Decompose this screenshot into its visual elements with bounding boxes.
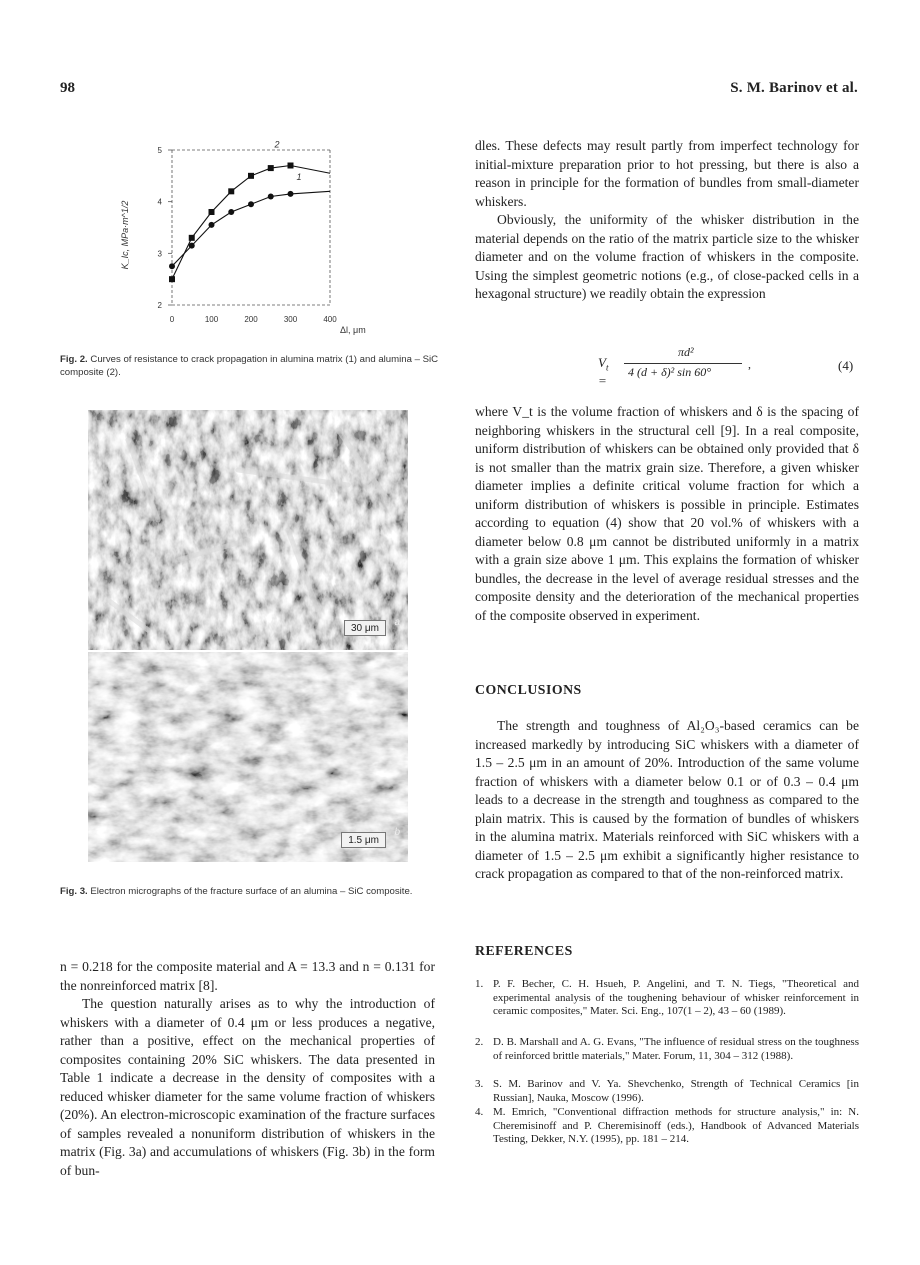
series-2-point [189,235,195,241]
right-paragraph-3: where V_t is the volume fraction of whiskers and δ is the spacing of neighboring whiskers in the structural cell [9]. In a real composite, uniform distribution of whiskers can be obtained only provided that δ is not smaller than the matrix grain size. Therefore, a given whisker diameter implies a definite critical volume fraction for which a uniform distribution of whiskers is possible in principle. Estimates according to equation (4) show that 20 vol.% of whiskers with a diameter below 0.8 μm cannot be distributed uniformly in a matrix with a grain size above 1 μm. This explains the formation of whisker bundles, the decrease in the level of average residual stresses and the composite density and the deterioration of the mechanical properties of the composite observed in experiment. [475,404,859,623]
y-tick-label: 3 [157,249,162,259]
reference-item [475,1078,859,1105]
series-2-point [268,165,274,171]
series-1-point [209,222,215,228]
reference-number: 4. [475,1106,484,1118]
conclusions-body [475,717,859,884]
x-axis-label: Δl, μm [340,325,366,335]
right-column [475,137,859,304]
series-2-point [288,163,294,169]
x-tick-label: 100 [204,315,219,324]
page-number: 98 [60,80,75,96]
eq-lhs: $V_t$ = [598,355,609,388]
curve-label-1: 1 [296,171,302,182]
x-tick-label: 400 [323,315,337,324]
x-tick-label: 200 [244,315,258,324]
eq-denominator: 4 (d + δ)² sin 60° [628,365,712,379]
eq-comma: , [748,357,751,371]
left-paragraph-1: n = 0.218 for the composite material and A = 13.3 and n = 0.131 for the nonreinforced matrix [8]. [60,959,435,993]
reference-item [475,1036,859,1063]
series-2-point [209,209,215,215]
series-1-point [288,191,294,197]
curve-label-2: 2 [274,140,280,150]
micrograph-a [88,410,408,650]
y-tick-label: 5 [157,146,162,155]
reference-number: 1. [475,978,484,990]
y-tick-label: 2 [157,301,162,310]
micrograph-b [88,652,408,862]
eq-lhs-symbol: V [598,355,606,370]
fig2-caption [60,353,440,379]
micrograph-b-image [88,652,408,862]
panel-label-a: a [394,617,400,628]
series-1-point [169,263,175,269]
reference-text: M. Emrich, "Conventional diffraction methods for structure analysis," in: N. Cheremisinoff and P. Cheremisinoff (eds.), Handbook of Advanced Materials Testing, Dekker, N.Y. (1995), pp. 181 – 214. [493,1106,859,1146]
left-column [60,958,435,1180]
series-2-point [169,276,175,282]
scale-bar-a: 30 μm [344,620,386,636]
x-tick-label: 0 [169,315,175,324]
series-2-point [248,173,254,179]
y-axis-label: K_Ic, MPa·m^1/2 [120,200,130,270]
right-paragraph-2: Obviously, the uniformity of the whisker distribution in the material depends on the ratio of the matrix particle size to the whisker diameter and on the volume fraction of whiskers in the composite. Using the simplest geometric notions (e.g., of close-packed cells in a hexagonal structure) we readily obtain the expression [475,212,859,301]
right-paragraph-1: dles. These defects may result partly from imperfect technology for initial-mixture preparation prior to hot pressing, but there is also a reason in principle for the formation of bundles from small-diameter whiskers. [475,138,859,209]
series-2-point [228,188,234,194]
conclusions-heading: CONCLUSIONS [475,682,582,697]
fig2-caption-label: Fig. 2. [60,354,88,365]
eq-fraction-line [624,363,742,364]
fig3-caption-label: Fig. 3. [60,886,88,897]
fig3-caption-text: Electron micrographs of the fracture surface of an alumina – SiC composite. [90,886,413,897]
reference-number: 3. [475,1078,484,1090]
eq-lhs-sub: t [605,362,609,373]
reference-text: P. F. Becher, C. H. Hsueh, P. Angelini, and T. N. Tiegs, "Theoretical and experimental analysis of the toughening behaviour of whisker reinforcement in ceramic composites," Mater. Sci. Eng., 107(1 – 2), 43 – 60 (1989). [493,978,859,1018]
reference-item [475,1106,859,1147]
series-1-point [248,201,254,207]
references-heading: REFERENCES [475,943,573,958]
reference-item [475,978,859,1019]
conclusions-paragraph: The strength and toughness of Al₂O₃-based ceramics can be increased markedly by introducing SiC whiskers with a diameter of 1.5 – 2.5 μm in an amount of 20%. Introduction of the same volume fraction of whiskers with a diameter below 0.1 or of 0.3 – 0.4 μm leads to a decrease in the strength and toughness as compared to the plain matrix. This is caused by the formation of bundles of whiskers in the alumina matrix. Materials reinforced with SiC whiskers with a diameter of 1.5 – 2.5 μm exhibit a significantly higher resistance to crack propagation as compared to that of the non-reinforced matrix. [475,718,859,881]
series-1-point [228,209,234,215]
eq-numerator: πd² [678,345,694,359]
micrograph-a-image [88,410,408,650]
series-1-point [268,194,274,200]
fig2-caption-text: Curves of resistance to crack propagation in alumina matrix (1) and alumina – SiC composite (2). [60,354,439,378]
y-tick-label: 4 [157,197,162,207]
x-tick-label: 300 [283,315,298,324]
reference-number: 2. [475,1036,484,1048]
right-column-2 [475,403,859,625]
fig2-chart [120,140,390,340]
left-paragraph-2: The question naturally arises as to why the introduction of whiskers with a diameter of 0.4 μm or less produces a negative, rather than a positive, effect on the mechanical properties of composites containing 20% SiC whiskers. The data presented in Table 1 indicate a decrease in the density of composites with a reduced whisker diameter for the same volume fraction of whiskers (20%). An electron-microscopic examination of the fracture surfaces of samples revealed a nonuniform distribution of whiskers in the matrix (Fig. 3a) and accumulations of whiskers (Fig. 3b) in the form of bun- [60,996,435,1178]
equation-number: (4) [838,358,854,373]
series-2-line [172,166,330,280]
panel-label-b: b [394,827,400,838]
running-header: S. M. Barinov et al. [730,80,858,96]
fig3-caption [60,885,440,898]
reference-text: D. B. Marshall and A. G. Evans, "The influence of residual stress on the toughness of reinforced brittle materials," Mater. Forum, 11, 304 – 312 (1988). [493,1036,859,1062]
scale-bar-b: 1.5 μm [341,832,386,848]
reference-text: S. M. Barinov and V. Ya. Shevchenko, Strength of Technical Ceramics [in Russian], Nauka, Moscow (1996). [493,1078,859,1104]
